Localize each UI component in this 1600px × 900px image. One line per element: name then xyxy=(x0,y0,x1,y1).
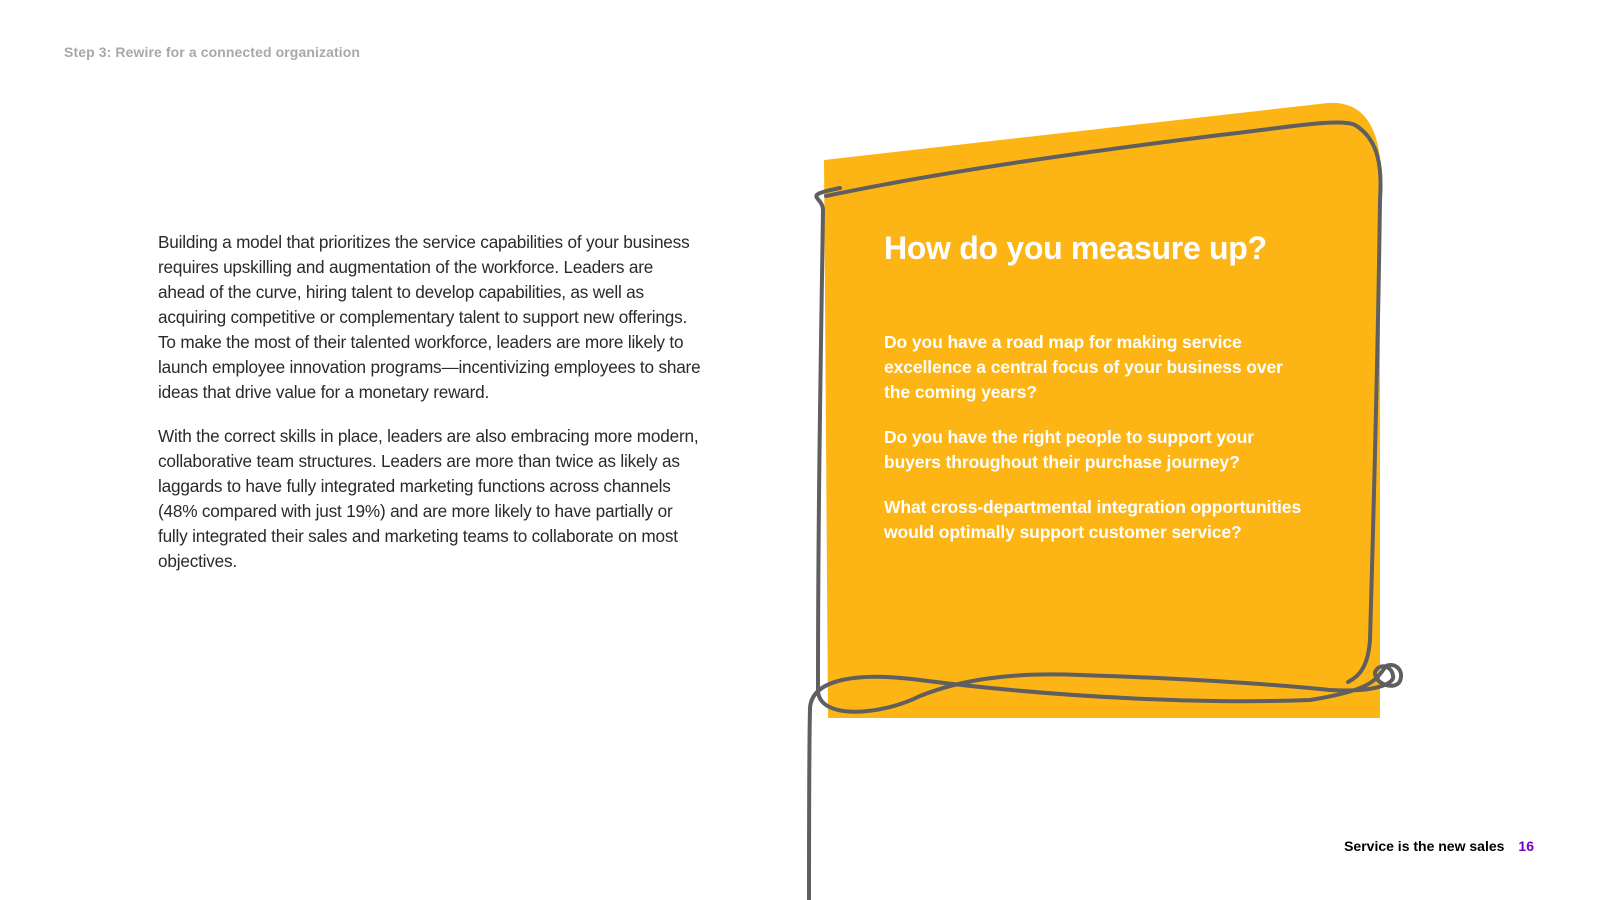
callout-title: How do you measure up? xyxy=(884,230,1267,266)
section-step-label: Step 3: Rewire for a connected organization xyxy=(64,44,361,60)
page-footer xyxy=(1344,838,1534,854)
callout-question: Do you have the right people to support your buyers throughout their purchase journey? xyxy=(884,427,1254,472)
body-paragraph: With the correct skills in place, leaders are also embracing more modern, collaborative team structures. Leaders are more than twice as likely as laggards to have fully integrated marketing functions across channels (48% compared with just 19%) and are more likely to have partially or fully integrated their sales and marketing teams to collaborate on most objectives. xyxy=(158,426,699,571)
publication-title: Service is the new sales xyxy=(1344,838,1505,854)
page-number: 16 xyxy=(1518,838,1534,854)
callout-question: What cross-departmental integration opportunities would optimally support customer service? xyxy=(884,497,1302,542)
body-paragraph: Building a model that prioritizes the service capabilities of your business requires upskilling and augmentation of the workforce. Leaders are ahead of the curve, hiring talent to develop capabilities, as well as acquiring competitive or complementary talent to support new offerings. To make the most of their talented workforce, leaders are more likely to launch employee innovation programs—incentivizing employees to share ideas that drive value for a monetary reward. xyxy=(158,232,701,402)
callout-question: Do you have a road map for making service excellence a central focus of your business over the coming years? xyxy=(884,332,1283,402)
callout-box xyxy=(884,228,1304,565)
